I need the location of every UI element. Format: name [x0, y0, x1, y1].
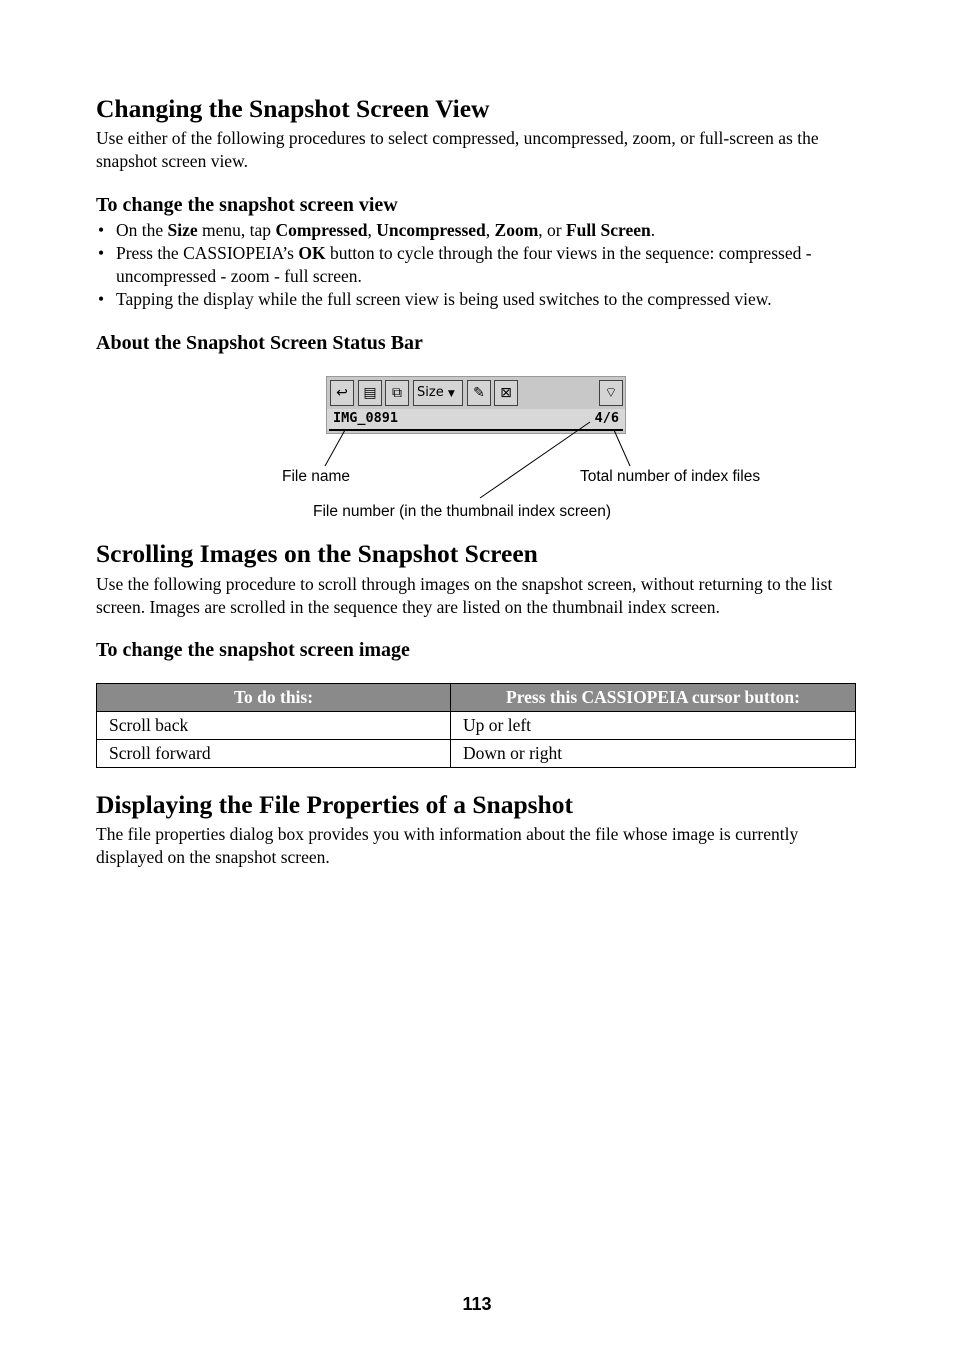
callout-file-name: File name	[282, 468, 351, 485]
list-item: • Press the CASSIOPEIA’s OK button to cycle through the four views in the sequence: compressed - uncompressed - zoom - full screen.	[98, 243, 812, 286]
file-name-value: IMG_0891	[333, 410, 399, 426]
bullet-icon: •	[98, 243, 105, 263]
section-title-changing-view: Changing the Snapshot Screen View	[96, 94, 490, 123]
section-title-file-properties: Displaying the File Properties of a Snapshot	[96, 790, 573, 819]
callout-total-index-files: Total number of index files	[580, 468, 761, 485]
bullet-icon: •	[98, 289, 105, 309]
save-icon[interactable]: ▤	[358, 380, 382, 406]
copy-icon[interactable]: ⧉	[385, 380, 409, 406]
section-title-scrolling: Scrolling Images on the Snapshot Screen	[96, 539, 538, 568]
leader-line-file-name	[325, 430, 345, 466]
table-cell: Down or right	[451, 740, 856, 768]
table-row	[97, 712, 856, 740]
table-cell: Scroll forward	[97, 740, 451, 768]
procedure-title-change-image: To change the snapshot screen image	[96, 639, 410, 661]
section-intro-file-properties: The file properties dialog box provides you with information about the file whose image is currently displayed on the snapshot screen.	[96, 824, 799, 867]
dropdown-arrow-icon: ▼	[447, 389, 455, 399]
size-menu-button[interactable]: Size ▼	[413, 380, 463, 406]
list-item: • On the Size menu, tap Compressed, Uncompressed, Zoom, or Full Screen.	[98, 220, 656, 240]
procedure-title-change-view: To change the snapshot screen view	[96, 194, 398, 216]
signal-icon[interactable]: ⌔	[599, 380, 623, 406]
table-cell: Scroll back	[97, 712, 451, 740]
column-header: To do this:	[97, 684, 451, 712]
statusbar-section-title: About the Snapshot Screen Status Bar	[96, 332, 423, 354]
return-icon[interactable]: ↩	[330, 380, 354, 406]
section-intro-changing-view: Use either of the following procedures to select compressed, uncompressed, zoom, or full-screen as the snapshot screen view.	[96, 128, 819, 171]
table-header-row	[97, 684, 856, 712]
list-item: • Tapping the display while the full screen view is being used switches to the compressed view.	[98, 289, 772, 309]
properties-icon[interactable]: ✎	[467, 380, 491, 406]
table-row	[97, 740, 856, 768]
column-header: Press this CASSIOPEIA cursor button:	[451, 684, 856, 712]
leader-line-total	[614, 430, 630, 466]
file-count-value: 4/6	[594, 410, 619, 426]
leader-line-file-number	[480, 422, 590, 498]
cursor-button-table	[96, 683, 856, 768]
callout-file-number: File number (in the thumbnail index screen)	[313, 503, 612, 520]
bullet-icon: •	[98, 220, 105, 240]
section-intro-scrolling: Use the following procedure to scroll through images on the snapshot screen, without returning to the list screen. Images are scrolled in the sequence they are listed on the thumbnail index screen.	[96, 574, 833, 617]
table-cell: Up or left	[451, 712, 856, 740]
delete-image-icon[interactable]: ⊠	[494, 380, 518, 406]
page-number: 113	[462, 1294, 492, 1314]
